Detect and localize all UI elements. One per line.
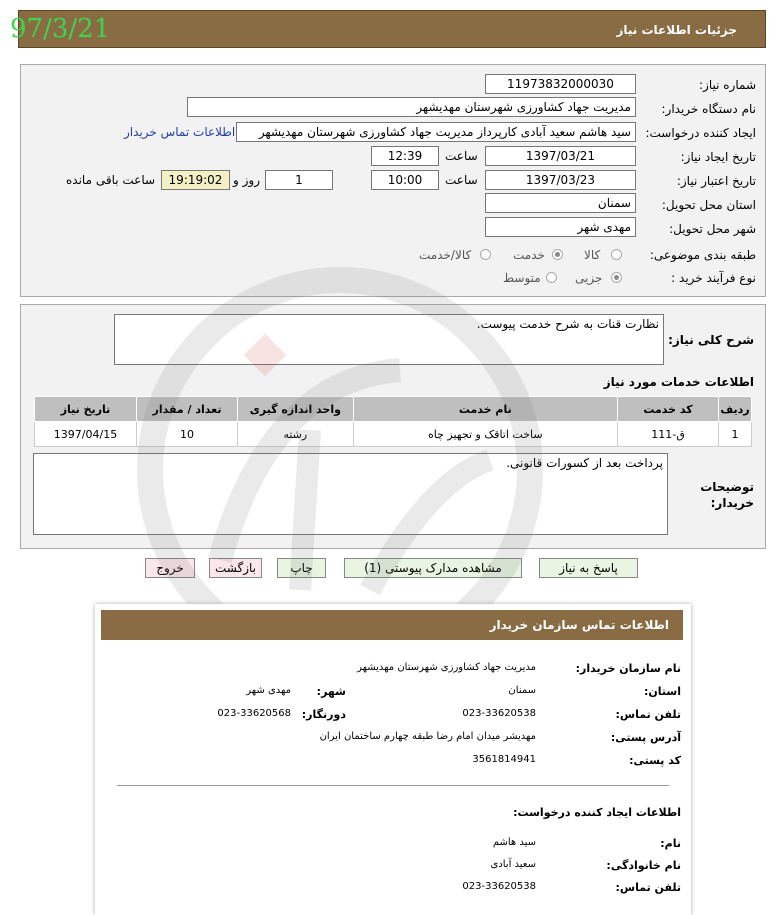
creator-phone-label: تلفن تماس: bbox=[615, 881, 681, 894]
valid-time-field[interactable]: 10:00 bbox=[371, 170, 439, 190]
creator-field[interactable]: سید هاشم سعید آبادی کارپرداز مدیریت جهاد کشاورزی شهرستان مهدیشهر bbox=[236, 122, 636, 142]
col-service-name: نام خدمت bbox=[353, 397, 617, 422]
contact-org-value: مدیریت جهاد کشاورزی شهرستان مهدیشهر bbox=[357, 662, 536, 673]
need-number-label: شماره نیاز: bbox=[699, 78, 756, 92]
buyer-contact-card bbox=[95, 604, 691, 915]
create-date-label: تاریخ ایجاد نیاز: bbox=[680, 150, 756, 164]
page-title: جزئیات اطلاعات نیاز bbox=[616, 23, 737, 37]
creator-name-label: نام: bbox=[660, 837, 681, 850]
contact-fax-label: دورنگار: bbox=[301, 708, 346, 721]
back-button[interactable]: بازگشت bbox=[209, 558, 262, 578]
contact-postal-label: کد پستی: bbox=[629, 754, 681, 767]
attachments-button[interactable]: مشاهده مدارک پیوستی (1) bbox=[344, 558, 522, 578]
days-and-label: روز و bbox=[233, 173, 260, 187]
contact-city-value: مهدی شهر bbox=[246, 685, 291, 696]
services-header-row bbox=[35, 397, 752, 422]
valid-time-label: ساعت bbox=[445, 173, 478, 187]
category-radio-goods[interactable] bbox=[611, 249, 622, 260]
creator-info-title: اطلاعات ایجاد کننده درخواست: bbox=[513, 806, 681, 819]
category-both-label: کالا/خدمت bbox=[419, 248, 472, 262]
province-field[interactable]: سمنان bbox=[485, 193, 636, 213]
category-goods-label: کالا bbox=[584, 248, 601, 262]
contact-divider bbox=[117, 785, 669, 786]
contact-address-value: مهدیشر میدان امام رضا طبقه چهارم ساختمان ایران bbox=[319, 731, 536, 742]
buyer-contact-link[interactable]: اطلاعات تماس خریدار bbox=[124, 125, 236, 139]
buyer-org-field[interactable]: مدیریت جهاد کشاورزی شهرستان مهدیشهر bbox=[187, 97, 636, 117]
process-label: نوع فرآیند خرید : bbox=[671, 271, 756, 285]
remaining-time-field: 19:19:02 bbox=[161, 170, 230, 190]
contact-header bbox=[101, 610, 683, 640]
creator-phone-value: 023-33620538 bbox=[462, 881, 536, 892]
creator-family-value: سعید آبادی bbox=[490, 859, 536, 870]
remaining-label: ساعت باقی مانده bbox=[66, 173, 156, 187]
province-label: استان محل تحویل: bbox=[661, 198, 756, 212]
col-unit: واحد اندازه گیری bbox=[238, 397, 354, 422]
contact-address-label: آدرس پستی: bbox=[610, 731, 681, 744]
cell-need-date: 1397/04/15 bbox=[35, 422, 137, 447]
contact-city-label: شهر: bbox=[316, 685, 346, 698]
contact-province-value: سمنان bbox=[508, 685, 536, 696]
category-radio-service[interactable] bbox=[552, 249, 563, 260]
process-medium-label: متوسط bbox=[503, 271, 541, 285]
create-time-field[interactable]: 12:39 bbox=[371, 146, 439, 166]
city-field[interactable]: مهدی شهر bbox=[485, 217, 636, 237]
cell-quantity: 10 bbox=[137, 422, 238, 447]
services-title: اطلاعات خدمات مورد نیاز bbox=[603, 375, 754, 389]
contact-fax-value: 023-33620568 bbox=[217, 708, 291, 719]
process-minor-label: جزیی bbox=[575, 271, 603, 285]
date-stamp: 97/3/21 bbox=[10, 14, 111, 44]
process-radio-minor[interactable] bbox=[611, 272, 622, 283]
page-header bbox=[18, 10, 766, 48]
contact-title: اطلاعات تماس سازمان خریدار bbox=[489, 618, 669, 632]
notes-label: توضیحات خریدار: bbox=[700, 480, 754, 510]
contact-phone-label: تلفن تماس: bbox=[615, 708, 681, 721]
print-button[interactable]: چاپ bbox=[277, 558, 326, 578]
need-number-field[interactable]: 11973832000030 bbox=[485, 74, 636, 94]
col-service-code: کد خدمت bbox=[617, 397, 718, 422]
buyer-org-label: نام دستگاه خریدار: bbox=[661, 102, 756, 116]
table-row bbox=[35, 422, 752, 447]
summary-label: شرح کلی نیاز: bbox=[668, 333, 754, 347]
create-date-field[interactable]: 1397/03/21 bbox=[485, 146, 636, 166]
category-service-label: خدمت bbox=[513, 248, 545, 262]
cell-unit: رشته bbox=[238, 422, 354, 447]
cell-row: 1 bbox=[719, 422, 752, 447]
contact-province-label: استان: bbox=[644, 685, 681, 698]
city-label: شهر محل تحویل: bbox=[669, 222, 756, 236]
creator-label: ایجاد کننده درخواست: bbox=[645, 126, 756, 140]
process-radio-medium[interactable] bbox=[546, 272, 557, 283]
cell-service-name: ساخت اتاقک و تجهیز چاه bbox=[353, 422, 617, 447]
contact-phone-value: 023-33620538 bbox=[462, 708, 536, 719]
cell-service-code: ق-111 bbox=[617, 422, 718, 447]
contact-postal-value: 3561814941 bbox=[472, 754, 536, 765]
valid-date-field[interactable]: 1397/03/23 bbox=[485, 170, 636, 190]
notes-textarea[interactable]: پرداخت بعد از کسورات قانونی. bbox=[33, 453, 668, 535]
col-need-date: تاریخ نیاز bbox=[35, 397, 137, 422]
category-label: طبقه بندی موضوعی: bbox=[649, 248, 756, 262]
exit-button[interactable]: خروج bbox=[145, 558, 195, 578]
summary-textarea[interactable]: نظارت قنات به شرح خدمت پیوست. bbox=[114, 314, 664, 365]
valid-date-label: تاریخ اعتبار نیاز: bbox=[676, 174, 756, 188]
days-field[interactable]: 1 bbox=[265, 170, 333, 190]
create-time-label: ساعت bbox=[445, 149, 478, 163]
creator-name-value: سید هاشم bbox=[492, 837, 536, 848]
reply-button[interactable]: پاسخ به نیاز bbox=[539, 558, 638, 578]
col-quantity: تعداد / مقدار bbox=[137, 397, 238, 422]
col-row: ردیف bbox=[719, 397, 752, 422]
category-radio-both[interactable] bbox=[480, 249, 491, 260]
services-table bbox=[34, 396, 752, 447]
contact-org-label: نام سازمان خریدار: bbox=[575, 662, 681, 675]
creator-family-label: نام خانوادگی: bbox=[606, 859, 681, 872]
